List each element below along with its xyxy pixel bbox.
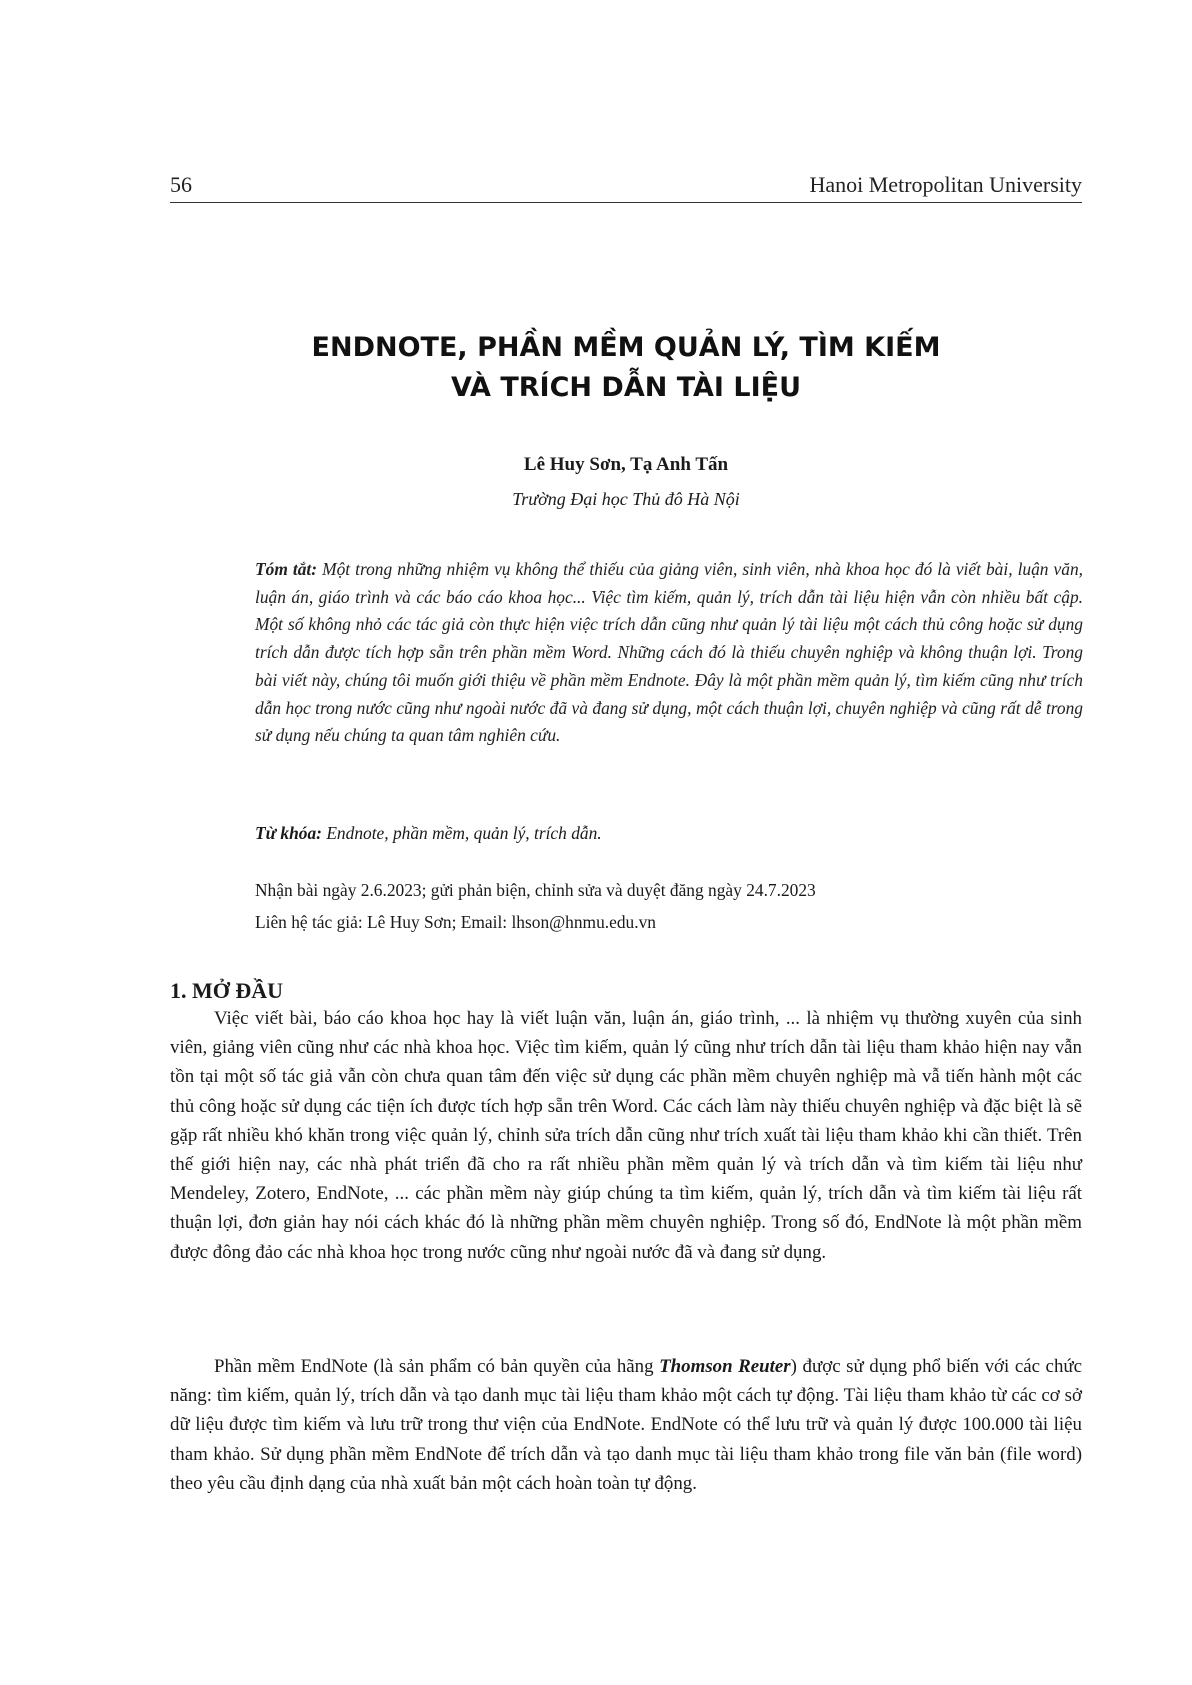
title-line-1: ENDNOTE, PHẦN MỀM QUẢN LÝ, TÌM KIẾM bbox=[311, 332, 941, 363]
abstract-text: Một trong những nhiệm vụ không thể thiếu của giảng viên, sinh viên, nhà khoa học đó là viết bài, luận văn, luận án, giáo trình và các báo cáo khoa học... Việc tìm kiếm, quản lý, trích dẫn tài liệu hiện vẫn còn nhiều bất cập. Một số không nhỏ các tác giả còn thực hiện việc trích dẫn cũng như quản lý tài liệu một cách thủ công hoặc sử dụng trích dẫn được tích hợp sẵn trên phần mềm Word. Những cách đó là thiếu chuyên nghiệp và không thuận lợi. Trong bài viết này, chúng tôi muốn giới thiệu về phần mềm Endnote. Đây là một phần mềm quản lý, tìm kiếm cũng như trích dẫn học trong nước cũng như ngoài nước đã và đang sử dụng, một cách thuận lợi, chuyên nghiệp và cũng rất dễ trong sử dụng nếu chúng ta quan tâm nghiên cứu. bbox=[255, 559, 1083, 746]
running-header bbox=[170, 172, 1082, 198]
received-date: Nhận bài ngày 2.6.2023; gửi phản biện, chỉnh sửa và duyệt đăng ngày 24.7.2023 bbox=[255, 880, 816, 900]
contact-info: Liên hệ tác giả: Lê Huy Sơn; Email: lhson@hnmu.edu.vn bbox=[255, 912, 656, 932]
abstract bbox=[255, 556, 1083, 750]
keywords-text: Endnote, phần mềm, quản lý, trích dẫn. bbox=[326, 823, 602, 843]
journal-name: Hanoi Metropolitan University bbox=[809, 172, 1082, 197]
title-line-2: VÀ TRÍCH DẪN TÀI LIỆU bbox=[450, 372, 801, 403]
paragraph-2-start: Phần mềm EndNote (là sản phẩm có bản quyền của hãng bbox=[214, 1356, 660, 1377]
paper-title bbox=[170, 328, 1082, 408]
brand-name: Thomson Reuter bbox=[659, 1356, 791, 1377]
affiliation: Trường Đại học Thủ đô Hà Nội bbox=[512, 489, 740, 509]
page-number: 56 bbox=[170, 172, 192, 197]
paragraph-2-end: ) được sử dụng phổ biến với các chức năng: tìm kiếm, quản lý, trích dẫn và tạo danh mục tài liệu tham khảo một cách tự động. Tài liệu tham khảo từ các cơ sở dữ liệu được tìm kiếm và lưu trữ trong thư viện của EndNote. EndNote có thể lưu trữ và quản lý được 100.000 tài liệu tham khảo. Sử dụng phần mềm EndNote để trích dẫn và tạo danh mục tài liệu tham khảo trong file văn bản (file word) theo yêu cầu định dạng của nhà xuất bản một cách hoàn toàn tự động. bbox=[170, 1356, 1083, 1494]
header-rule bbox=[170, 202, 1082, 203]
body-paragraph-1: Việc viết bài, báo cáo khoa học hay là viết luận văn, luận án, giáo trình, ... là nhiệm vụ thường xuyên của sinh viên, giảng viên cũng như các nhà khoa học. Việc tìm kiếm, quản lý cũng như trích dẫn tài liệu tham khảo hiện nay vẫn tồn tại một số tác giả vẫn còn chưa quan tâm đến việc sử dụng các phần mềm chuyên nghiệp mà vẫ tiến hành một các thủ công hoặc sử dụng các tiện ích được tích hợp sẵn trên Word. Các cách làm này thiếu chuyên nghiệp và đặc biệt là sẽ gặp rất nhiều khó khăn trong việc quản lý, chỉnh sửa trích dẫn cũng như trích xuất tài liệu tham khảo khi cần thiết. Trên thế giới hiện nay, các nhà phát triển đã cho ra rất nhiều phần mềm quản lý và trích dẫn và tìm kiếm tài liệu như Mendeley, Zotero, EndNote, ... các phần mềm này giúp chúng ta tìm kiếm, quản lý, trích dẫn và tìm kiếm tài liệu rất thuận lợi, đơn giản hay nói cách khác đó là những phần mềm chuyên nghiệp. Trong số đó, EndNote là một phần mềm được đông đảo các nhà khoa học trong nước cũng như ngoài nước đã và đang sử dụng. bbox=[170, 1008, 1082, 1263]
keywords-label: Từ khóa: bbox=[255, 823, 322, 843]
keywords bbox=[255, 820, 1083, 847]
section-heading: 1. MỞ ĐẦU bbox=[170, 978, 284, 1003]
body-paragraph-2 bbox=[170, 1352, 1082, 1498]
authors: Lê Huy Sơn, Tạ Anh Tấn bbox=[523, 454, 729, 475]
abstract-label: Tóm tắt: bbox=[255, 559, 318, 579]
